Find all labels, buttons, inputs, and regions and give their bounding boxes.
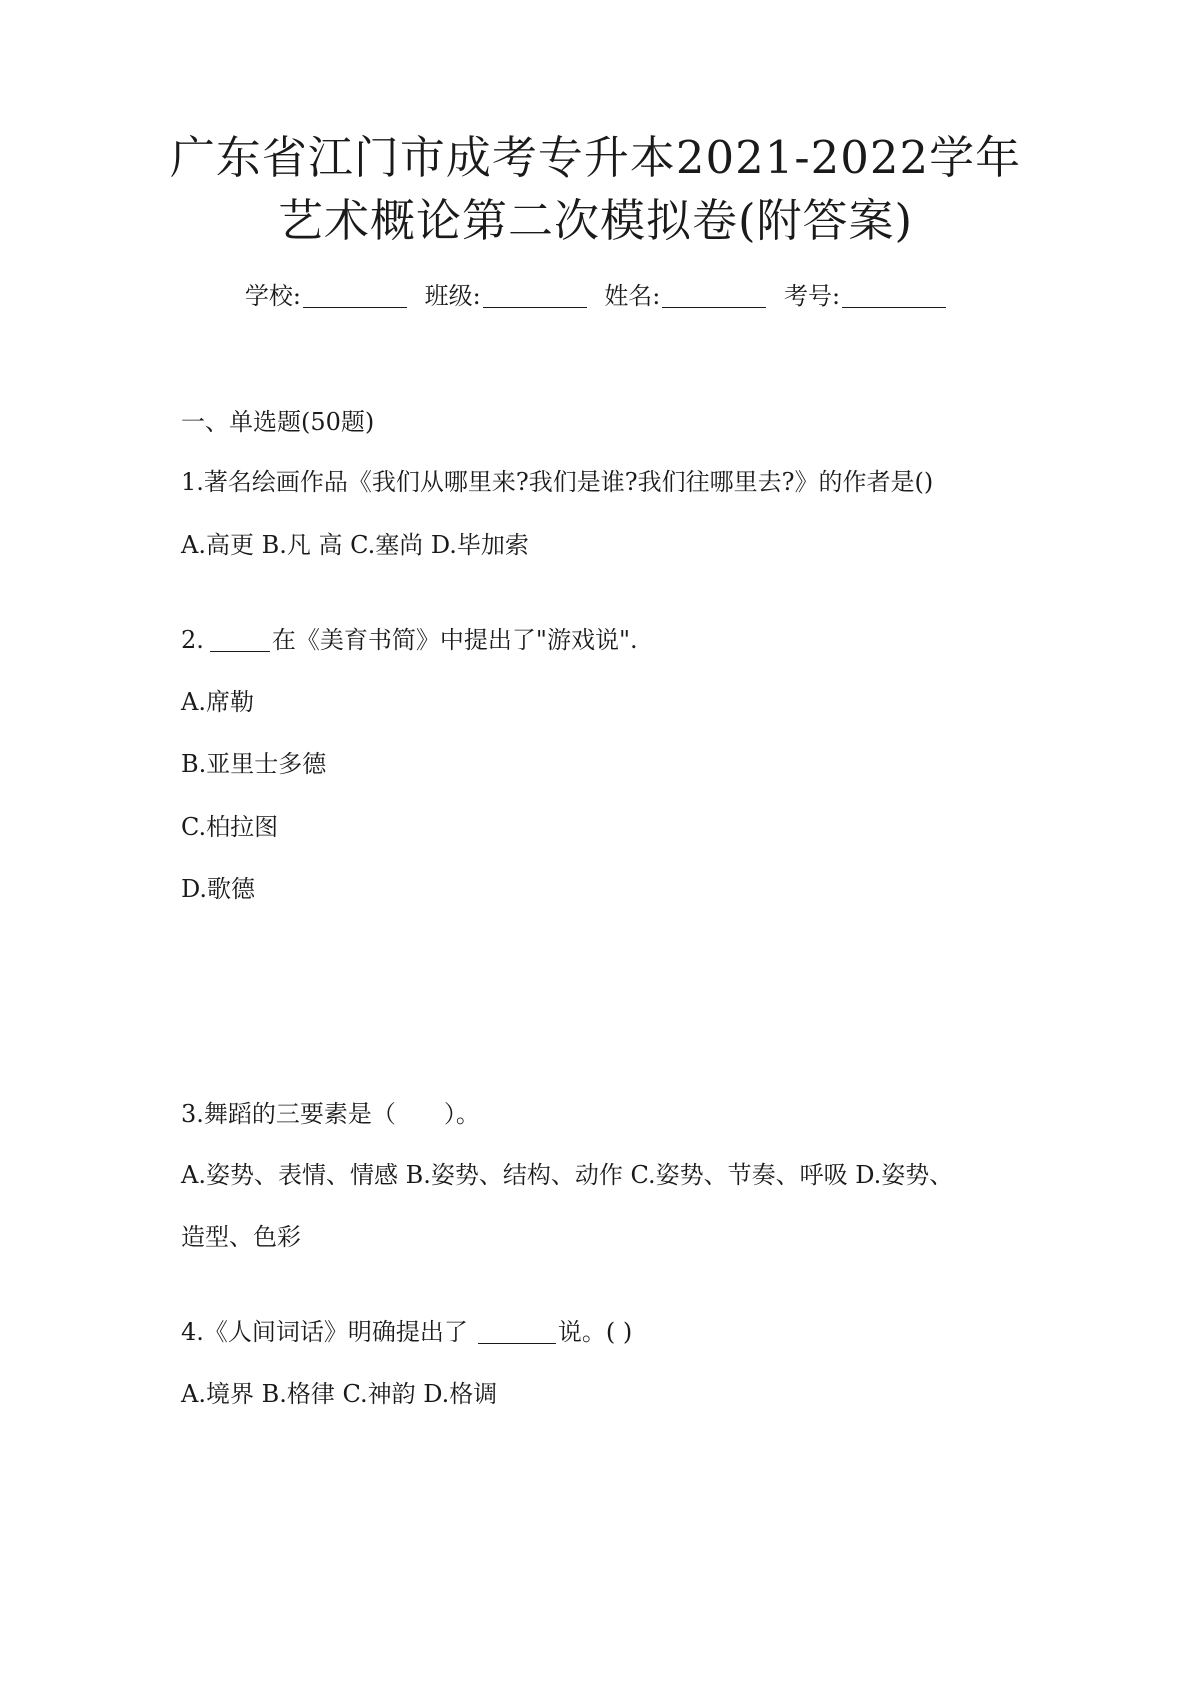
class-field [425,283,587,308]
school-blank [303,283,407,308]
question-2-option-c: C.柏拉图 [181,813,279,841]
title-line-1: 广东省江门市成考专升本2021-2022学年 [169,131,1022,184]
question-2-option-a: A.席勒 [181,688,254,716]
question-3-stem: 3.舞蹈的三要素是（ ）。 [181,1100,480,1128]
question-4-answer-blank [478,1321,556,1344]
question-2-option-d: D.歌德 [181,875,256,903]
question-1-options: A.高更 B.凡 高 C.塞尚 D.毕加索 [181,531,529,559]
question-2-number: 2. [181,626,204,654]
school-field [245,283,407,308]
student-info-line [0,283,1191,308]
title-line-2: 艺术概论第二次模拟卷(附答案) [277,194,914,247]
question-2-stem [181,628,638,652]
exam-number-blank [842,283,946,308]
name-field [604,283,766,308]
name-blank [662,283,766,308]
question-4-options: A.境界 B.格律 C.神韵 D.格调 [181,1380,498,1408]
question-2-text: 在《美育书简》中提出了"游戏说". [271,626,638,654]
section-heading: 一、单选题(50题) [181,408,375,436]
question-4-stem [181,1320,632,1344]
question-4-text-end: 说。( ) [557,1318,633,1346]
name-label: 姓名: [604,282,661,310]
exam-number-field [784,283,946,308]
question-4-text-start: 4.《人间词话》明确提出了 [181,1318,468,1346]
exam-number-label: 考号: [784,282,841,310]
question-2-answer-blank [210,629,270,652]
question-3-options-line-2: 造型、色彩 [181,1223,301,1251]
school-label: 学校: [244,282,301,310]
question-2-option-b: B.亚里士多德 [181,750,327,778]
class-blank [483,283,587,308]
question-1-stem: 1.著名绘画作品《我们从哪里来?我们是谁?我们往哪里去?》的作者是() [181,468,934,496]
class-label: 班级: [424,282,481,310]
question-3-options-line-1: A.姿势、表情、情感 B.姿势、结构、动作 C.姿势、节奏、呼吸 D.姿势、 [181,1161,954,1189]
